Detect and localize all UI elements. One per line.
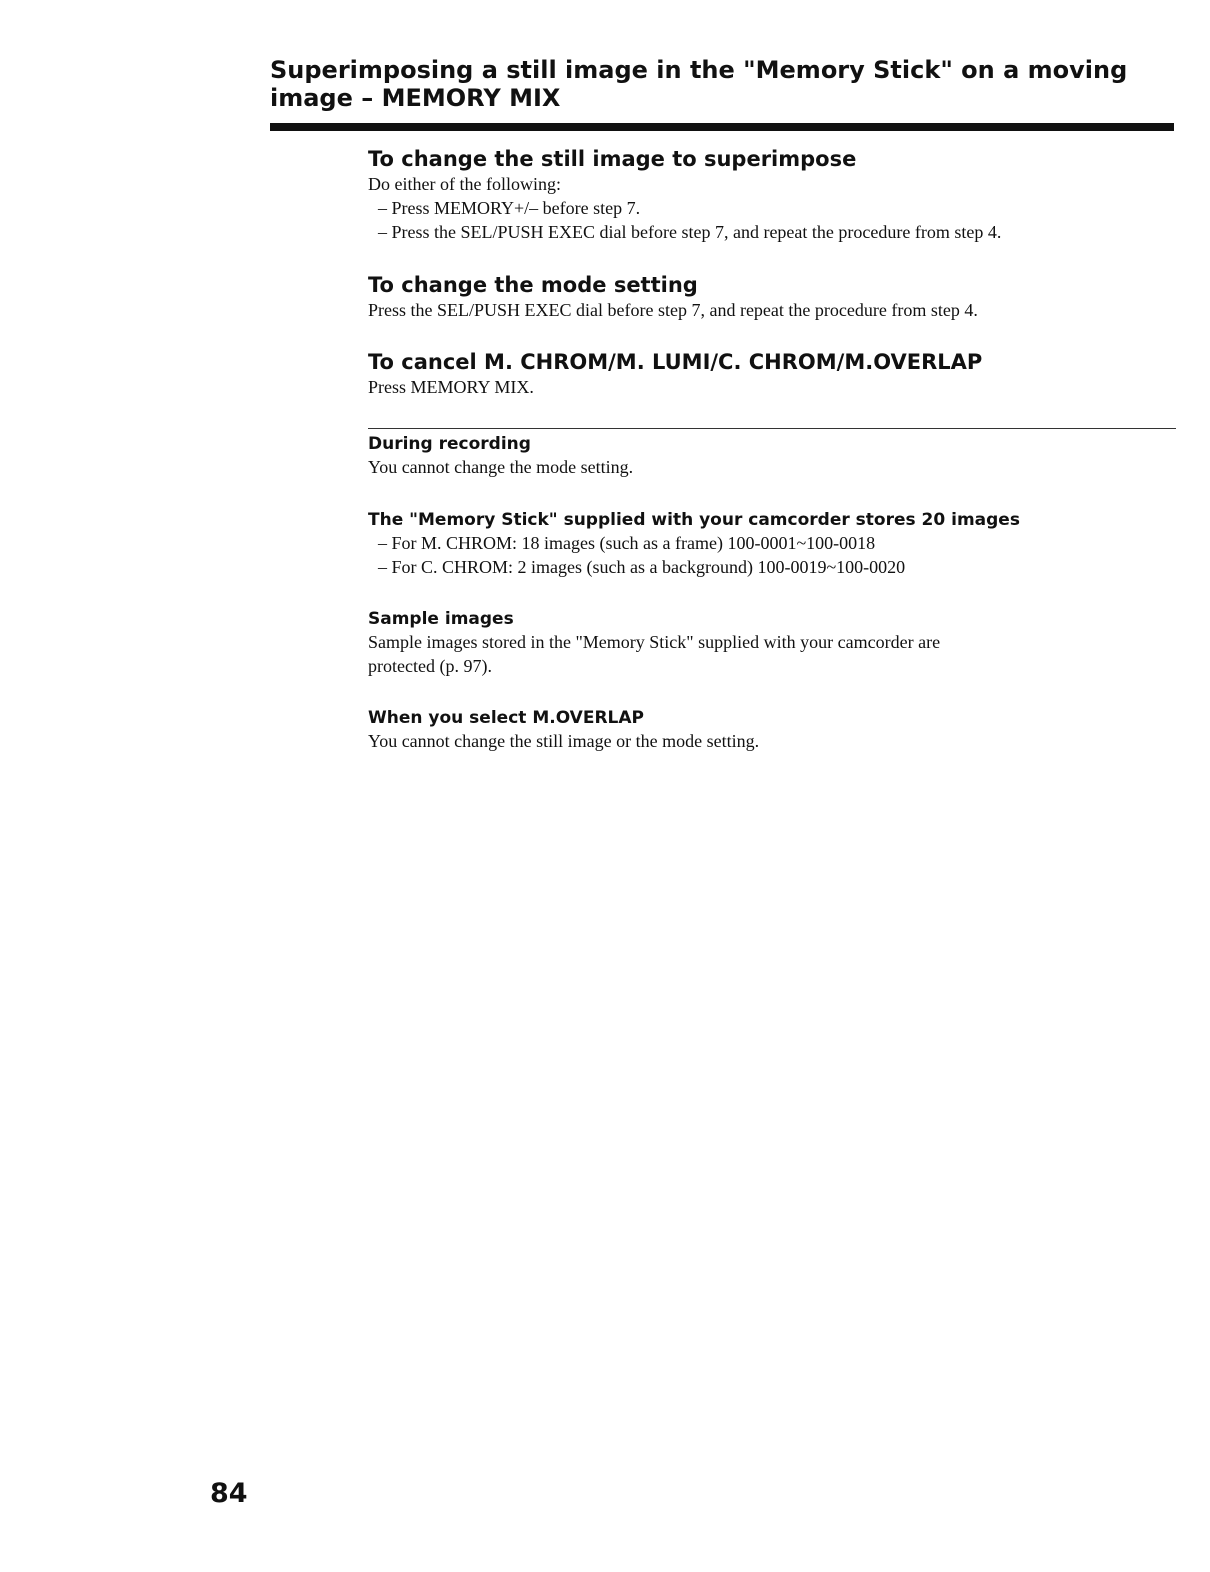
section-body: Press the SEL/PUSH EXEC dial before step 7, and repeat the procedure from step 4. <box>368 300 978 320</box>
section-change-image <box>368 146 1178 244</box>
section-heading: To change the still image to superimpose <box>368 147 857 171</box>
note-during-recording <box>368 433 1178 479</box>
note-heading: The "Memory Stick" supplied with your camcorder stores 20 images <box>368 510 1020 530</box>
note-heading: During recording <box>368 434 531 454</box>
note-heading: Sample images <box>368 609 514 629</box>
page-title <box>270 56 1170 112</box>
section-heading: To cancel M. CHROM/M. LUMI/C. CHROM/M.OVERLAP <box>368 350 983 374</box>
note-body: You cannot change the mode setting. <box>368 457 634 477</box>
title-rule <box>270 123 1174 131</box>
note-heading: When you select M.OVERLAP <box>368 708 644 728</box>
section-change-mode <box>368 272 1178 322</box>
section-heading: To change the mode setting <box>368 273 698 297</box>
notes-divider <box>368 428 1176 429</box>
page-title-line-1: Superimposing a still image in the "Memory Stick" on a moving <box>270 56 1128 84</box>
section-body: Press MEMORY MIX. <box>368 377 534 397</box>
list-item: – Press MEMORY+/– before step 7. <box>378 198 641 218</box>
list-item: – Press the SEL/PUSH EXEC dial before step 7, and repeat the procedure from step 4. <box>378 222 1002 242</box>
note-body: You cannot change the still image or the mode setting. <box>368 731 760 751</box>
note-memory-stick <box>368 509 1178 579</box>
page-title-line-2: image – MEMORY MIX <box>270 84 561 112</box>
note-overlap <box>368 707 1178 753</box>
list-item: – For M. CHROM: 18 images (such as a frame) 100-0001~100-0018 <box>378 533 876 553</box>
page-number: 84 <box>210 1478 248 1509</box>
section-intro: Do either of the following: <box>368 174 561 194</box>
list-item: – For C. CHROM: 2 images (such as a background) 100-0019~100-0020 <box>378 557 906 577</box>
note-sample-images <box>368 608 1178 678</box>
note-body-line-1: Sample images stored in the "Memory Stick" supplied with your camcorder are <box>368 632 941 652</box>
note-body-line-2: protected (p. 97). <box>368 656 492 676</box>
section-cancel <box>368 349 1178 399</box>
